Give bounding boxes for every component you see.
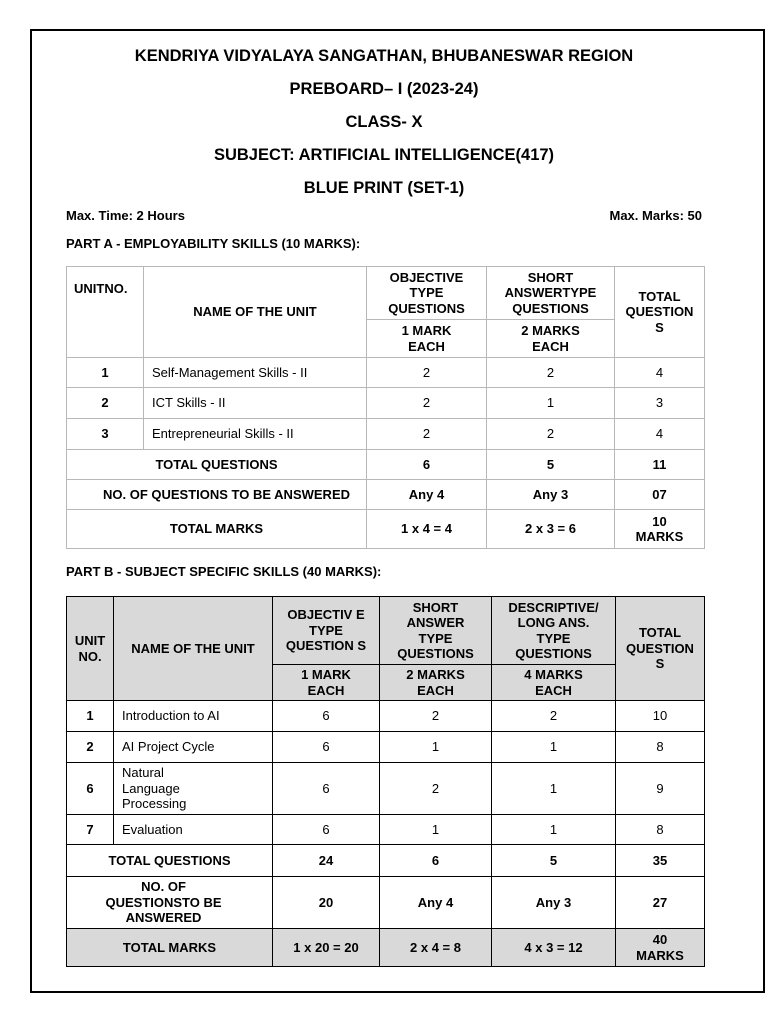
unit-name: AI Project Cycle bbox=[114, 732, 273, 763]
objective-count: 2 bbox=[367, 358, 487, 388]
answered-row bbox=[67, 877, 705, 929]
total-marks-row bbox=[67, 929, 705, 967]
unit-number: 1 bbox=[67, 701, 114, 732]
objective-count: 6 bbox=[273, 732, 380, 763]
total-questions-label: TOTAL QUESTIONS bbox=[67, 845, 273, 877]
school-name: KENDRIYA VIDYALAYA SANGATHAN, BHUBANESWAR REGION bbox=[134, 47, 634, 65]
subject-name: SUBJECT: ARTIFICIAL INTELLIGENCE(417) bbox=[213, 146, 555, 164]
part-b-heading: PART B - SUBJECT SPECIFIC SKILLS (40 MARKS): bbox=[66, 564, 382, 579]
total-questions-label: TOTAL QUESTIONS bbox=[67, 450, 367, 480]
col-subheader-objective: 1 MARK EACH bbox=[273, 665, 380, 701]
table-row bbox=[67, 701, 705, 732]
unit-name: ICT Skills - II bbox=[144, 388, 367, 419]
table-row bbox=[67, 358, 705, 388]
total-count: 10 bbox=[616, 701, 705, 732]
unit-number: 6 bbox=[67, 763, 114, 815]
col-subheader-objective: 1 MARK EACH bbox=[367, 320, 487, 358]
short-count: 6 bbox=[380, 845, 492, 877]
total-count: 35 bbox=[616, 845, 705, 877]
objective-marks: 1 x 4 = 4 bbox=[367, 510, 487, 549]
objective-count: 6 bbox=[273, 701, 380, 732]
short-count: 1 bbox=[380, 732, 492, 763]
class-name: CLASS- X bbox=[345, 113, 423, 131]
descriptive-marks: 4 x 3 = 12 bbox=[492, 929, 616, 967]
part-a-heading: PART A - EMPLOYABILITY SKILLS (10 MARKS): bbox=[66, 236, 361, 251]
objective-count: 2 bbox=[367, 419, 487, 450]
total-count: 3 bbox=[615, 388, 705, 419]
col-header-total: TOTAL QUESTION S bbox=[615, 267, 705, 358]
short-marks: 2 x 3 = 6 bbox=[487, 510, 615, 549]
short-count: 5 bbox=[487, 450, 615, 480]
col-subheader-descriptive: 4 MARKS EACH bbox=[492, 665, 616, 701]
total-count: 9 bbox=[616, 763, 705, 815]
short-count: 2 bbox=[380, 701, 492, 732]
col-header-short: SHORT ANSWERTYPE QUESTIONS bbox=[487, 267, 615, 320]
col-subheader-short: 2 MARKS EACH bbox=[487, 320, 615, 358]
objective-count: 24 bbox=[273, 845, 380, 877]
unit-number: 2 bbox=[67, 388, 144, 419]
total-count: 4 bbox=[615, 419, 705, 450]
short-count: Any 3 bbox=[487, 480, 615, 510]
col-header-unit: UNIT NO. bbox=[67, 597, 114, 701]
descriptive-count: 1 bbox=[492, 763, 616, 815]
descriptive-count: 1 bbox=[492, 732, 616, 763]
col-header-name: NAME OF THE UNIT bbox=[144, 267, 367, 358]
short-count: 2 bbox=[487, 358, 615, 388]
total-marks-label: TOTAL MARKS bbox=[67, 510, 367, 549]
col-subheader-short: 2 MARKS EACH bbox=[380, 665, 492, 701]
col-header-total: TOTAL QUESTION S bbox=[616, 597, 705, 701]
max-time: Max. Time: 2 Hours bbox=[66, 208, 185, 223]
unit-name: Entrepreneurial Skills - II bbox=[144, 419, 367, 450]
total-count: 27 bbox=[616, 877, 705, 929]
blueprint-title: BLUE PRINT (SET-1) bbox=[303, 179, 465, 197]
objective-count: 6 bbox=[367, 450, 487, 480]
table-row bbox=[67, 732, 705, 763]
total-count: 07 bbox=[615, 480, 705, 510]
short-count: 2 bbox=[487, 419, 615, 450]
part-b-table bbox=[66, 596, 705, 967]
unit-number: 7 bbox=[67, 815, 114, 845]
total-questions-row bbox=[67, 845, 705, 877]
total-marks-row bbox=[67, 510, 705, 549]
descriptive-count: 5 bbox=[492, 845, 616, 877]
unit-number: 1 bbox=[67, 358, 144, 388]
col-header-descriptive: DESCRIPTIVE/ LONG ANS. TYPE QUESTIONS bbox=[492, 597, 616, 665]
objective-count: 20 bbox=[273, 877, 380, 929]
total-questions-row bbox=[67, 450, 705, 480]
objective-count: 6 bbox=[273, 763, 380, 815]
table-row bbox=[67, 815, 705, 845]
short-count: 1 bbox=[487, 388, 615, 419]
total-count: 8 bbox=[616, 732, 705, 763]
objective-count: 2 bbox=[367, 388, 487, 419]
answered-label: NO. OF QUESTIONS TO BE ANSWERED bbox=[67, 480, 367, 510]
answered-row bbox=[67, 480, 705, 510]
descriptive-count: Any 3 bbox=[492, 877, 616, 929]
short-count: 2 bbox=[380, 763, 492, 815]
unit-name: Introduction to AI bbox=[114, 701, 273, 732]
col-header-short: SHORT ANSWER TYPE QUESTIONS bbox=[380, 597, 492, 665]
part-a-table bbox=[66, 266, 705, 549]
total-count: 8 bbox=[616, 815, 705, 845]
col-header-unit: UNITNO. bbox=[67, 267, 144, 358]
total-marks: 10 MARKS bbox=[615, 510, 705, 549]
total-count: 11 bbox=[615, 450, 705, 480]
short-marks: 2 x 4 = 8 bbox=[380, 929, 492, 967]
col-header-objective: OBJECTIVE TYPE QUESTIONS bbox=[367, 267, 487, 320]
col-header-name: NAME OF THE UNIT bbox=[114, 597, 273, 701]
unit-number: 2 bbox=[67, 732, 114, 763]
exam-name: PREBOARD– I (2023-24) bbox=[289, 80, 479, 98]
max-marks: Max. Marks: 50 bbox=[609, 208, 702, 223]
short-count: Any 4 bbox=[380, 877, 492, 929]
table-row bbox=[67, 763, 705, 815]
unit-name: Natural Language Processing bbox=[114, 763, 273, 815]
descriptive-count: 1 bbox=[492, 815, 616, 845]
answered-label: NO. OF QUESTIONSTO BE ANSWERED bbox=[67, 877, 273, 929]
total-marks-label: TOTAL MARKS bbox=[67, 929, 273, 967]
table-row bbox=[67, 419, 705, 450]
table-row bbox=[67, 388, 705, 419]
total-marks: 40 MARKS bbox=[616, 929, 705, 967]
short-count: 1 bbox=[380, 815, 492, 845]
objective-marks: 1 x 20 = 20 bbox=[273, 929, 380, 967]
col-header-objective: OBJECTIV E TYPE QUESTION S bbox=[273, 597, 380, 665]
total-count: 4 bbox=[615, 358, 705, 388]
unit-name: Self-Management Skills - II bbox=[144, 358, 367, 388]
objective-count: Any 4 bbox=[367, 480, 487, 510]
unit-number: 3 bbox=[67, 419, 144, 450]
descriptive-count: 2 bbox=[492, 701, 616, 732]
objective-count: 6 bbox=[273, 815, 380, 845]
unit-name: Evaluation bbox=[114, 815, 273, 845]
